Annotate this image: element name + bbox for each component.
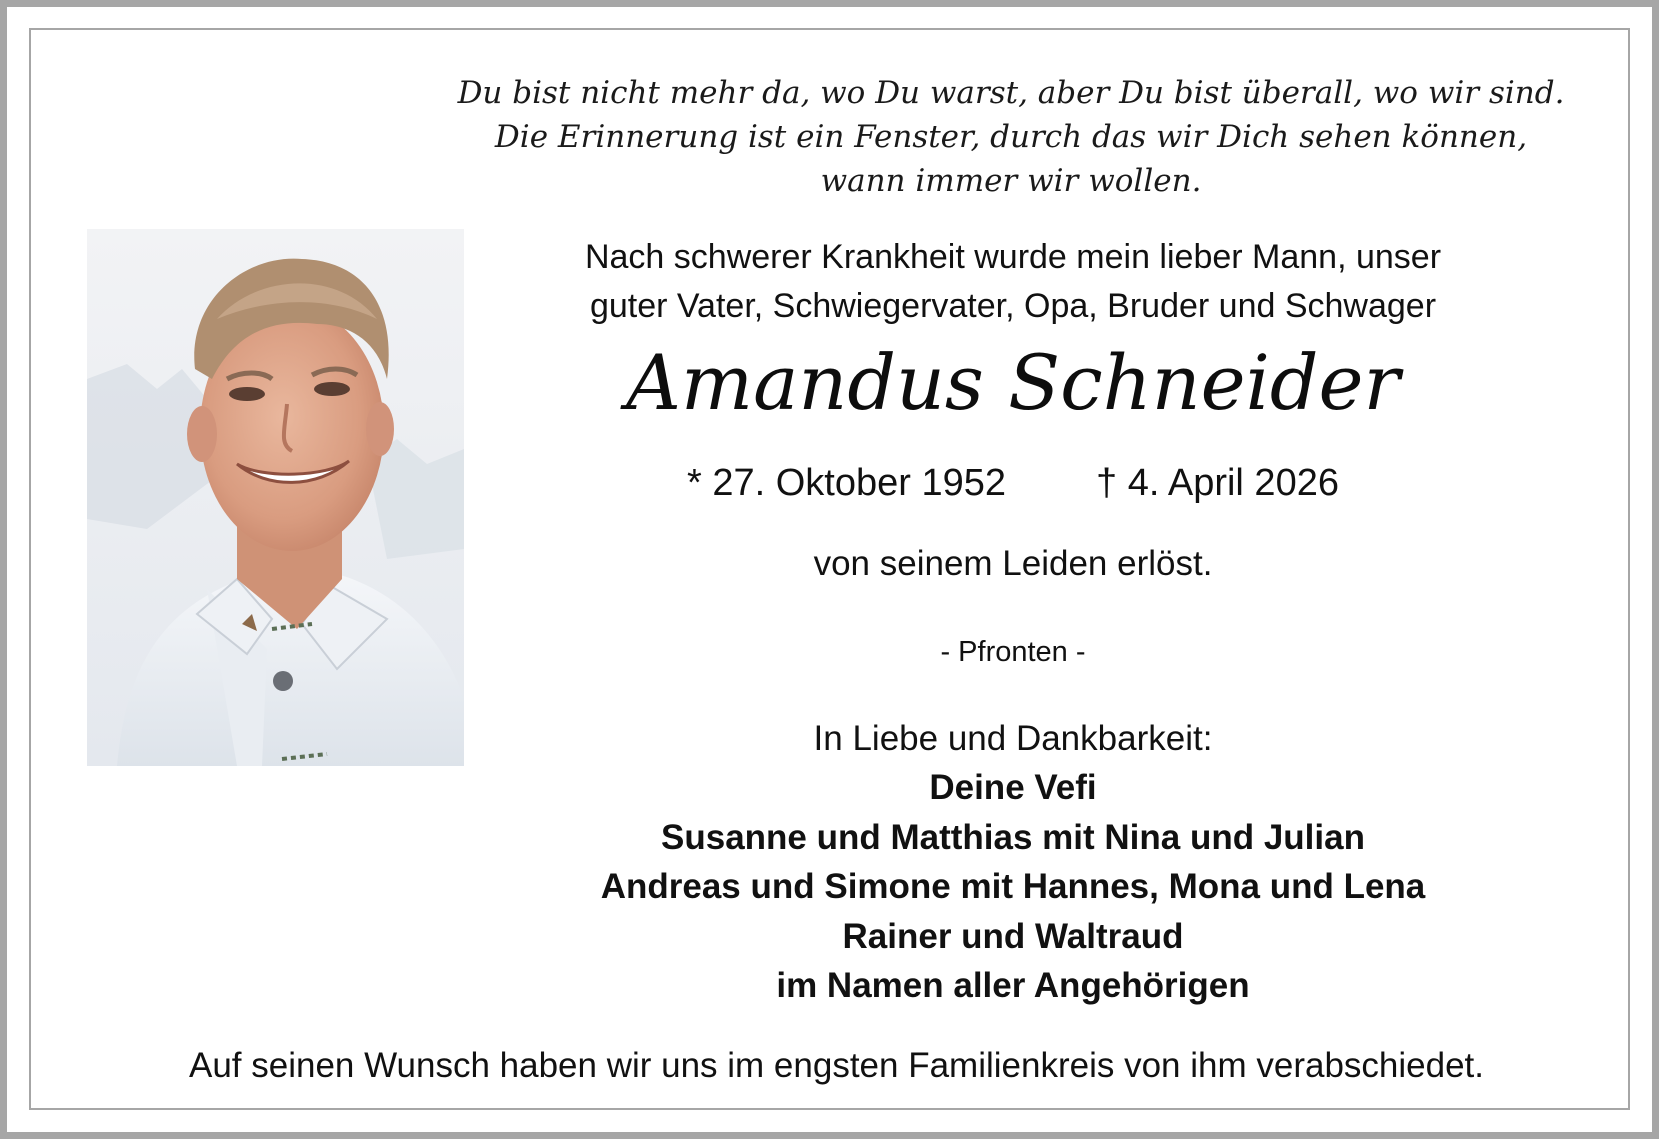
intro-line: guter Vater, Schwiegervater, Opa, Bruder und Schwager: [589, 287, 1437, 325]
released-text: von seinem Leiden erlöst.: [813, 544, 1213, 583]
quote-line: wann immer wir wollen.: [820, 163, 1202, 199]
thanks-text: In Liebe und Dankbarkeit:: [813, 719, 1213, 758]
family-line: Andreas und Simone mit Hannes, Mona und Lena: [600, 867, 1426, 906]
birth-date: * 27. Oktober 1952: [687, 462, 1007, 504]
family-line: Susanne und Matthias mit Nina und Julian: [661, 817, 1365, 857]
intro-line: Nach schwerer Krankheit wurde mein lieber Mann, unser: [584, 238, 1442, 276]
deceased-name: Amandus Schneider: [626, 338, 1400, 427]
family-line: Deine Vefi: [929, 768, 1097, 807]
quote-line: Du bist nicht mehr da, wo Du warst, aber Du bist überall, wo wir sind.: [457, 75, 1565, 111]
death-date: † 4. April 2026: [1096, 462, 1339, 504]
family-line: Rainer und Waltraud: [842, 916, 1184, 956]
footer-note: Auf seinen Wunsch haben wir uns im engsten Familienkreis von ihm verabschiedet.: [189, 1046, 1484, 1085]
family-list: [463, 763, 1563, 1011]
life-dates: [463, 458, 1563, 508]
portrait-photo: [87, 229, 464, 766]
quote-line: Die Erinnerung ist ein Fenster, durch das wir Dich sehen können,: [494, 119, 1528, 155]
family-line: im Namen aller Angehörigen: [776, 966, 1250, 1005]
place-text: - Pfronten -: [940, 636, 1086, 668]
memorial-quote: [423, 71, 1599, 203]
intro-text: [463, 233, 1563, 331]
